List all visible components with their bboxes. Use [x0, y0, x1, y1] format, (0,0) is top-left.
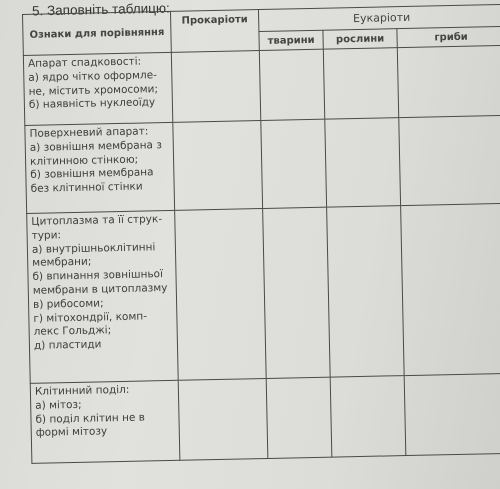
feature-line: д) пластиди: [33, 338, 102, 352]
cell-fungi-cytoplasm[interactable]: [401, 203, 500, 375]
feature-line: б) поділ клітин не в: [35, 411, 145, 426]
feature-line: а) внутрішньоклітинні: [31, 240, 156, 256]
header-animals: тварини: [259, 30, 323, 50]
feature-surface: [25, 122, 175, 213]
feature-heredity: [23, 52, 172, 125]
header-features: Ознаки для порівняння: [23, 11, 172, 55]
cell-animals-cytoplasm[interactable]: [263, 207, 331, 378]
comparison-table: [22, 4, 500, 464]
task-title: 5. Заповніть таблицю:: [31, 0, 170, 19]
feature-cell-division: [30, 380, 180, 463]
cell-plants-cytoplasm[interactable]: [327, 206, 405, 378]
feature-line: Клітинний поділ:: [34, 383, 130, 398]
feature-line: без клітинної стінки: [30, 180, 143, 196]
feature-line: в) рибосоми;: [32, 297, 104, 311]
feature-line: б) зовнішня мембрана: [30, 166, 154, 182]
cell-prokaryotes-heredity[interactable]: [171, 51, 260, 123]
feature-line: а) зовнішня мембрана з: [29, 138, 162, 154]
table-row: [25, 115, 500, 213]
feature-line: Поверхневий апарат:: [29, 125, 149, 140]
feature-line: тури:: [31, 229, 62, 242]
feature-line: г) мітохондрії, комп-: [33, 310, 148, 325]
feature-line: Апарат спадковості:: [27, 55, 142, 70]
cell-fungi-surface[interactable]: [399, 115, 500, 205]
cell-prokaryotes-cytoplasm[interactable]: [175, 209, 267, 381]
table-row: [27, 203, 500, 383]
cell-plants-surface[interactable]: [325, 118, 401, 208]
cell-animals-surface[interactable]: [261, 119, 327, 208]
header-fungi: гриби: [397, 26, 500, 47]
feature-line: а) мітоз;: [35, 398, 82, 412]
cell-animals-heredity[interactable]: [259, 49, 324, 120]
feature-line: мембрани;: [32, 255, 92, 270]
table-row: [23, 45, 500, 125]
comparison-table-container: [22, 4, 500, 489]
cell-prokaryotes-surface[interactable]: [173, 121, 263, 211]
feature-line: не, містить хромосоми;: [28, 82, 159, 98]
cell-fungi-division[interactable]: [404, 373, 500, 455]
feature-line: а) ядро чітко оформле-: [28, 68, 158, 84]
feature-line: лекс Гольджі;: [33, 324, 112, 339]
feature-line: мембрани в цитоплазму: [32, 281, 168, 297]
feature-line: б) впинання зовнішньої: [32, 268, 164, 284]
cell-fungi-heredity[interactable]: [397, 45, 500, 117]
feature-line: формі мітозу: [35, 425, 108, 440]
header-eukaryotes: Еукаріоти: [258, 4, 500, 31]
feature-line: клітинною стінкою;: [29, 153, 139, 168]
header-prokaryotes: Прокаріоти: [170, 10, 259, 53]
cell-prokaryotes-division[interactable]: [178, 378, 268, 460]
cell-plants-division[interactable]: [330, 376, 406, 458]
feature-line: Цитоплазма та її струк-: [31, 213, 163, 228]
feature-line: б) наявність нуклеоїду: [28, 96, 156, 112]
header-plants: рослини: [323, 29, 397, 50]
cell-animals-division[interactable]: [266, 377, 332, 458]
feature-cytoplasm: [27, 210, 179, 383]
table-row: [30, 373, 500, 463]
cell-plants-heredity[interactable]: [323, 48, 398, 120]
